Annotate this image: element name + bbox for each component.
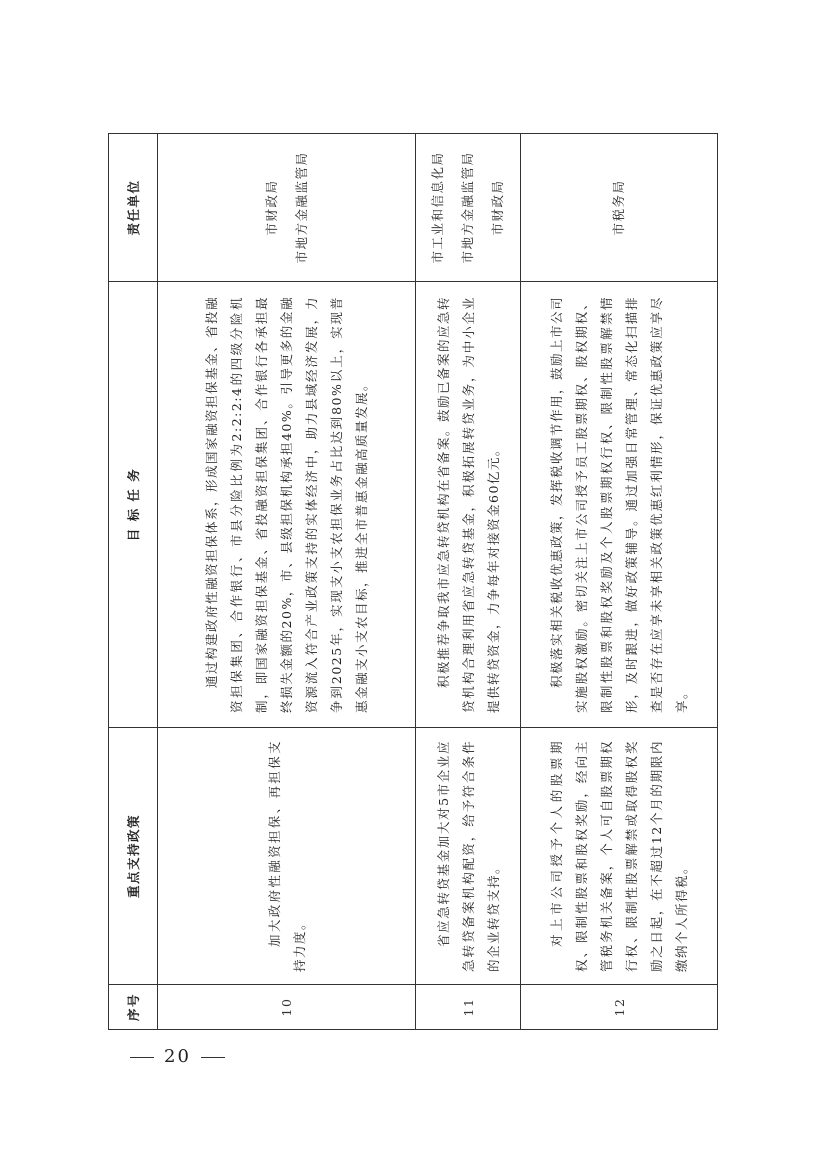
- dept-name: 市地方金融监管局: [293, 151, 309, 264]
- table-header-row: [109, 134, 158, 1030]
- dept-name: 市税务局: [611, 179, 626, 236]
- header-target-task: 目 标 任 务: [109, 282, 158, 728]
- table-row: [521, 134, 718, 1030]
- page-number-text: 20: [164, 1046, 191, 1067]
- dept-name: 市财政局: [263, 179, 279, 236]
- header-responsible-unit: 责任单位: [109, 134, 158, 282]
- rotated-page-content: [108, 138, 717, 1030]
- row-dept-cell: [158, 134, 416, 282]
- dept-name: 市财政局: [490, 179, 505, 236]
- row-target-cell: [521, 282, 718, 728]
- header-key-policy: 重点支持政策: [109, 728, 158, 985]
- dash-right: [201, 1057, 225, 1058]
- dash-left: [130, 1057, 154, 1058]
- row-target-cell: [416, 282, 521, 728]
- header-serial-number: 序号: [109, 985, 158, 1030]
- row-dept-cell: [416, 134, 521, 282]
- page-number: [120, 1046, 235, 1067]
- row-policy-cell: [158, 728, 416, 985]
- row-dept-cell: [521, 134, 718, 282]
- row-target-text: 积极落实相关税收优惠政策，发挥税收调节作用，鼓励上市公司实施股权激励。密切关注上市公司授予员工股票期权、股权期权、限制性股票和股权奖励及个人股票期权行权、限制性股票解禁情形，及时跟进，做好政策辅导。通过加强日常管理、常态化扫描排查是否存在应享未享相关政策优惠红利情形，保证优惠政策应享尽享。: [549, 295, 689, 713]
- table-row: [158, 134, 416, 1030]
- row-policy-cell: [416, 728, 521, 985]
- row-policy-cell: [521, 728, 718, 985]
- row-serial-number: 10: [158, 985, 416, 1030]
- dept-name: 市工业和信息化局: [430, 151, 445, 264]
- table-row: [416, 134, 521, 1030]
- row-policy-text: 省应急转贷基金加大对5市企业应急转贷备案机构配资，给予符合条件的企业转贷支持。: [435, 740, 501, 972]
- dept-name: 市地方金融监管局: [460, 151, 475, 264]
- row-target-cell: [158, 282, 416, 728]
- row-target-text: 积极推荐争取我市应急转贷机构在省备案。鼓励已备案的应急转贷机构合理利用省应急转贷基金，积极拓展转贷业务，为中小企业提供转贷资金，力争每年对接资金60亿元。: [435, 295, 501, 713]
- policy-table: [108, 133, 718, 1030]
- row-policy-text: 对上市公司授予个人的股票期权、限制性股票和股权奖励，经向主管税务机关备案，个人可自股票期权行权、限制性股票解禁或取得股权奖励之日起，在不超过12个月的期限内缴纳个人所得税。: [549, 740, 689, 972]
- row-target-text: 通过构建政府性融资担保体系，形成国家融资担保基金、省投融资担保集团、合作银行、市县分险比例为2:2:2:4的四级分险机制，即国家融资担保基金、省投融资担保集团、合作银行各承担最终损失金额的20%，市、县级担保机构承担40%。引导更多的金融资源流入符合产业政策支持的实体经济中，助力县域经济发展，力争到2025年，实现支小支农担保业务占比达到80%以上，实现普惠金融支小支农目标，推进全市普惠金融高质量发展。: [204, 295, 369, 713]
- row-policy-text: 加大政府性融资担保、再担保支持力度。: [266, 740, 307, 972]
- row-serial-number: 11: [416, 985, 521, 1030]
- row-serial-number: 12: [521, 985, 718, 1030]
